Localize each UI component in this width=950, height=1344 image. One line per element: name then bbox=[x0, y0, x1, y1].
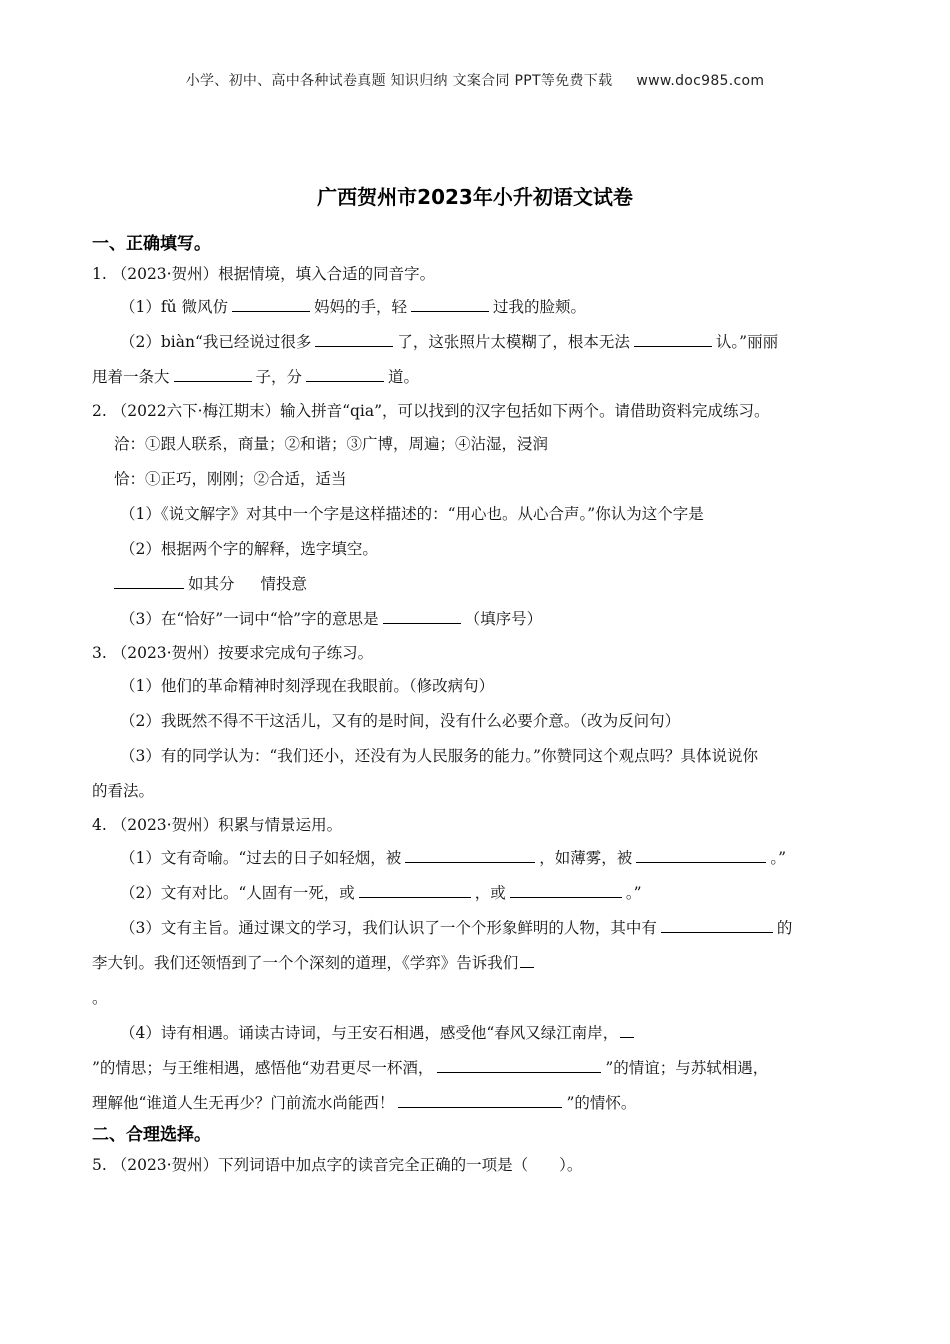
question-2-part-2: （2）根据两个字的解释，选字填空。 bbox=[120, 540, 378, 558]
blank[interactable] bbox=[437, 1071, 601, 1073]
question-2-part-2-fill: 如其分 情投意 bbox=[92, 567, 862, 602]
question-3-part-1: （1）他们的革命精神时刻浮现在我眼前。（修改病句） bbox=[120, 677, 495, 695]
question-4-part-3-cont: 李大钊。我们还领悟到了一个个深刻的道理，《学弈》告诉我们 bbox=[92, 946, 862, 981]
blank[interactable] bbox=[634, 345, 712, 347]
blank[interactable] bbox=[315, 345, 393, 347]
blank[interactable] bbox=[411, 310, 489, 312]
question-4-part-4: （4）诗有相遇。诵读古诗词，与王安石相遇，感受他“春风又绿江南岸， bbox=[92, 1016, 862, 1051]
site-banner bbox=[0, 70, 950, 90]
question-2-def-qia2: 恰：①正巧，刚刚；②合适，适当 bbox=[114, 470, 347, 488]
section-heading-2: 二、合理选择。 bbox=[92, 1125, 211, 1145]
question-2-stem: 2. （2022六下·梅江期末）输入拼音“qia”，可以找到的汉字包括如下两个。请借助资料完成练习。 bbox=[92, 402, 770, 420]
blank[interactable] bbox=[405, 861, 535, 863]
question-1-part-1: （1）fǔ 微风仿 妈妈的手，轻 过我的脸颊。 bbox=[120, 298, 587, 316]
blank[interactable] bbox=[636, 861, 766, 863]
banner-url[interactable]: www.doc985.com bbox=[636, 73, 765, 89]
section-heading-1: 一、正确填写。 bbox=[92, 234, 211, 254]
blank[interactable] bbox=[306, 380, 384, 382]
exam-body bbox=[92, 230, 862, 1181]
banner-text: 小学、初中、高中各种试卷真题 知识归纳 文案合同 PPT等免费下载 bbox=[185, 73, 613, 89]
question-2-def-qia: 洽：①跟人联系，商量；②和谐；③广博，周遍；④沾湿，浸润 bbox=[114, 435, 549, 453]
blank[interactable] bbox=[620, 1036, 634, 1038]
blank[interactable] bbox=[383, 622, 461, 624]
question-5-stem: 5. （2023·贺州）下列词语中加点字的读音完全正确的一项是（ ）。 bbox=[92, 1156, 583, 1174]
blank[interactable] bbox=[174, 380, 252, 382]
question-1-stem: 1. （2023·贺州）根据情境，填入合适的同音字。 bbox=[92, 265, 436, 283]
blank[interactable] bbox=[114, 587, 184, 589]
question-4-part-3-end: 。 bbox=[92, 989, 108, 1007]
question-3-stem: 3. （2023·贺州）按要求完成句子练习。 bbox=[92, 644, 374, 662]
question-3-part-3-cont: 的看法。 bbox=[92, 782, 155, 800]
question-1-part-2: （2）biàn“我已经说过很多 了，这张照片太模糊了，根本无法 认。”丽丽 bbox=[120, 333, 779, 351]
blank[interactable] bbox=[232, 310, 310, 312]
question-4-part-3: （3）文有主旨。通过课文的学习，我们认识了一个个形象鲜明的人物，其中有 的 bbox=[120, 919, 793, 937]
question-4-part-1: （1）文有奇喻。“过去的日子如轻烟，被 ，如薄雾，被 。” bbox=[120, 849, 786, 867]
question-3-part-3: （3）有的同学认为：“我们还小，还没有为人民服务的能力。”你赞同这个观点吗？具体说说你 bbox=[120, 747, 758, 765]
question-4-stem: 4. （2023·贺州）积累与情景运用。 bbox=[92, 816, 343, 834]
question-1-part-2-cont: 甩着一条大 子，分 道。 bbox=[92, 368, 420, 386]
question-4-part-2: （2）文有对比。“人固有一死，或 ，或 。” bbox=[120, 884, 642, 902]
blank[interactable] bbox=[359, 896, 471, 898]
question-4-part-4-cont: ”的情思；与王维相遇，感悟他“劝君更尽一杯酒， ”的情谊；与苏轼相遇， bbox=[92, 1059, 769, 1077]
question-2-part-3: （3）在“恰好”一词中“恰”字的意思是 （填序号） bbox=[120, 610, 543, 628]
question-4-part-4-end: 理解他“谁道人生无再少？门前流水尚能西！ ”的情怀。 bbox=[92, 1094, 637, 1112]
page-title: 广西贺州市2023年小升初语文试卷 bbox=[317, 185, 633, 209]
blank[interactable] bbox=[520, 966, 534, 968]
blank[interactable] bbox=[398, 1106, 562, 1108]
blank[interactable] bbox=[661, 931, 773, 933]
question-2-part-1: （1）《说文解字》对其中一个字是这样描述的：“用心也。从心合声。”你认为这个字是 bbox=[120, 505, 704, 523]
blank[interactable] bbox=[510, 896, 622, 898]
question-3-part-2: （2）我既然不得不干这活儿，又有的是时间，没有什么必要介意。（改为反问句） bbox=[120, 712, 681, 730]
